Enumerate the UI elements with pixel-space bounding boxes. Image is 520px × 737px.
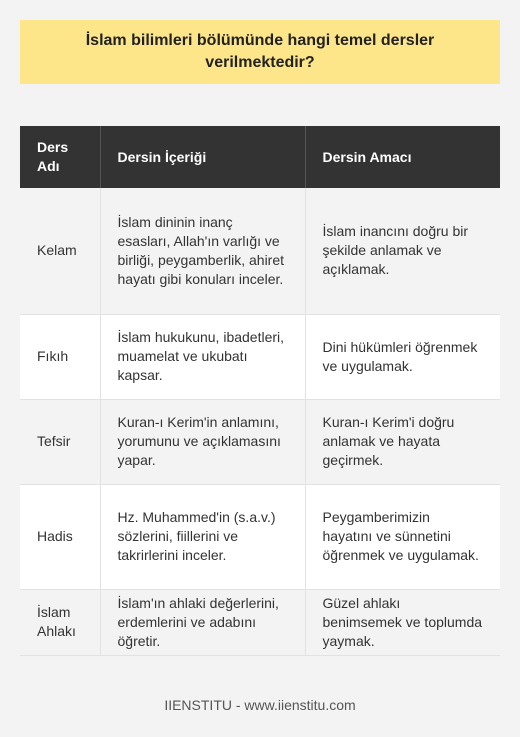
course-name: Tefsir (20, 399, 100, 484)
title-banner (20, 20, 500, 84)
table-row (20, 314, 500, 399)
course-content: Hz. Muhammed'in (s.a.v.) sözlerini, fiillerini ve takrirlerini inceler. (100, 484, 305, 589)
header-course-name: Ders Adı (20, 126, 100, 188)
course-name: Hadis (20, 484, 100, 589)
footer-credit: IIENSTITU - www.iienstitu.com (164, 697, 356, 713)
course-purpose: Dini hükümleri öğrenmek ve uygulamak. (305, 314, 500, 399)
table-row (20, 188, 500, 314)
course-purpose: İslam inancını doğru bir şekilde anlamak ve açıklamak. (305, 188, 500, 314)
course-content: İslam'ın ahlaki değerlerini, erdemlerini ve adabını öğretir. (100, 589, 305, 655)
course-content: İslam dininin inanç esasları, Allah'ın varlığı ve birliği, peygamberlik, ahiret hayatı gibi konuları inceler. (100, 188, 305, 314)
course-content: Kuran-ı Kerim'in anlamını, yorumunu ve açıklamasını yapar. (100, 399, 305, 484)
course-purpose: Güzel ahlakı benimsemek ve toplumda yaymak. (305, 589, 500, 655)
course-content: İslam hukukunu, ibadetleri, muamelat ve ukubatı kapsar. (100, 314, 305, 399)
table-row (20, 484, 500, 589)
course-name: Kelam (20, 188, 100, 314)
course-purpose: Peygamberimizin hayatını ve sünnetini öğrenmek ve uygulamak. (305, 484, 500, 589)
table-row (20, 399, 500, 484)
header-course-purpose: Dersin Amacı (305, 126, 500, 188)
course-name: Fıkıh (20, 314, 100, 399)
table-header-row (20, 126, 500, 188)
table-row (20, 589, 500, 655)
page-title: İslam bilimleri bölümünde hangi temel dersler verilmektedir? (85, 32, 435, 71)
courses-table (20, 126, 500, 656)
header-course-content: Dersin İçeriği (100, 126, 305, 188)
course-purpose: Kuran-ı Kerim'i doğru anlamak ve hayata geçirmek. (305, 399, 500, 484)
course-name: İslam Ahlakı (20, 589, 100, 655)
